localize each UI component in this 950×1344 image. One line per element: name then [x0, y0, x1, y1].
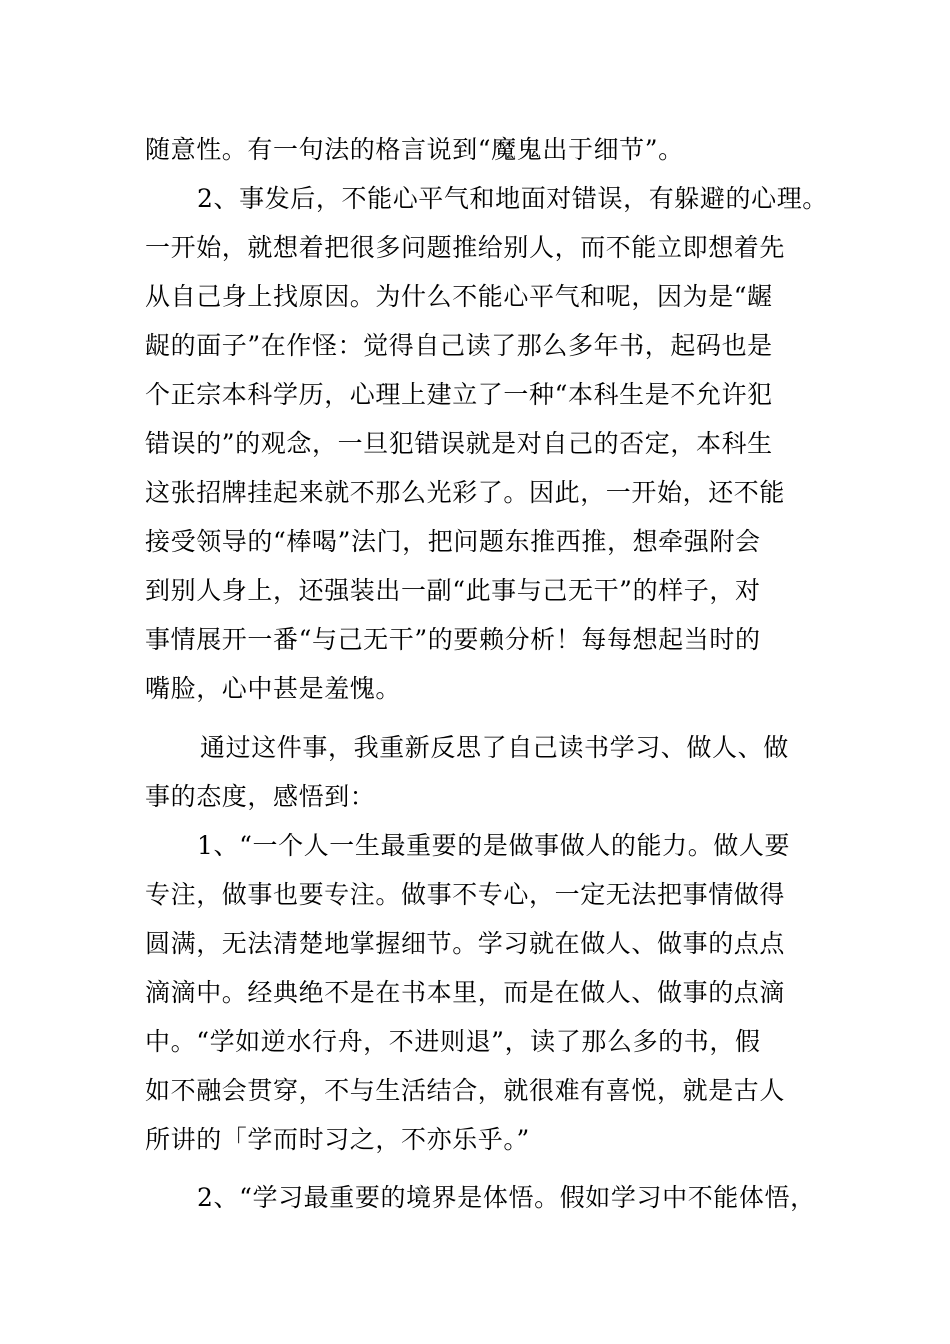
text-line: 龊的面子”在作怪：觉得自己读了那么多年书，起码也是 — [145, 331, 773, 360]
text-line: 从自己身上找原因。为什么不能心平气和呢，因为是“龌 — [145, 282, 773, 311]
text-line: 一开始，就想着把很多问题推给别人，而不能立即想着先 — [145, 233, 786, 262]
text-line: 接受领导的“棒喝”法门，把问题东推西推，想牵强附会 — [145, 527, 761, 556]
text-line: 个正宗本科学历，心理上建立了一种“本科生是不允许犯 — [145, 380, 773, 409]
text-line: 通过这件事，我重新反思了自己读书学习、做人、做 — [200, 733, 789, 762]
text-line: 2、“学习最重要的境界是体悟。假如学习中不能体悟， — [197, 1183, 816, 1212]
text-line: 事的态度，感悟到： — [145, 782, 376, 811]
text-line: 嘴脸，心中甚是羞愧。 — [145, 674, 402, 703]
text-line: 专注，做事也要专注。做事不专心，一定无法把事情做得 — [145, 880, 786, 909]
text-line: 这张招牌挂起来就不那么光彩了。因此，一开始，还不能 — [145, 478, 786, 507]
text-line: 错误的”的观念，一旦犯错误就是对自己的否定，本科生 — [145, 429, 773, 458]
text-line: 1、“一个人一生最重要的是做事做人的能力。做人要 — [197, 831, 791, 860]
text-line: 随意性。有一句法的格言说到“魔鬼出于细节”。 — [145, 135, 684, 164]
text-line: 2、事发后，不能心平气和地面对错误，有躲避的心理。 — [197, 184, 828, 213]
text-line: 圆满，无法清楚地掌握细节。学习就在做人、做事的点点 — [145, 929, 786, 958]
text-line: 事情展开一番“与己无干”的要赖分析！每每想起当时的 — [145, 625, 761, 654]
text-line: 到别人身上，还强装出一副“此事与己无干”的样子，对 — [145, 576, 761, 605]
text-line: 所讲的「学而时习之，不亦乐乎。” — [145, 1125, 530, 1154]
text-line: 中。“学如逆水行舟，不进则退”，读了那么多的书，假 — [145, 1027, 761, 1056]
text-line: 如不融会贯穿，不与生活结合，就很难有喜悦，就是古人 — [145, 1076, 786, 1105]
text-line: 滴滴中。经典绝不是在书本里，而是在做人、做事的点滴 — [145, 978, 786, 1007]
